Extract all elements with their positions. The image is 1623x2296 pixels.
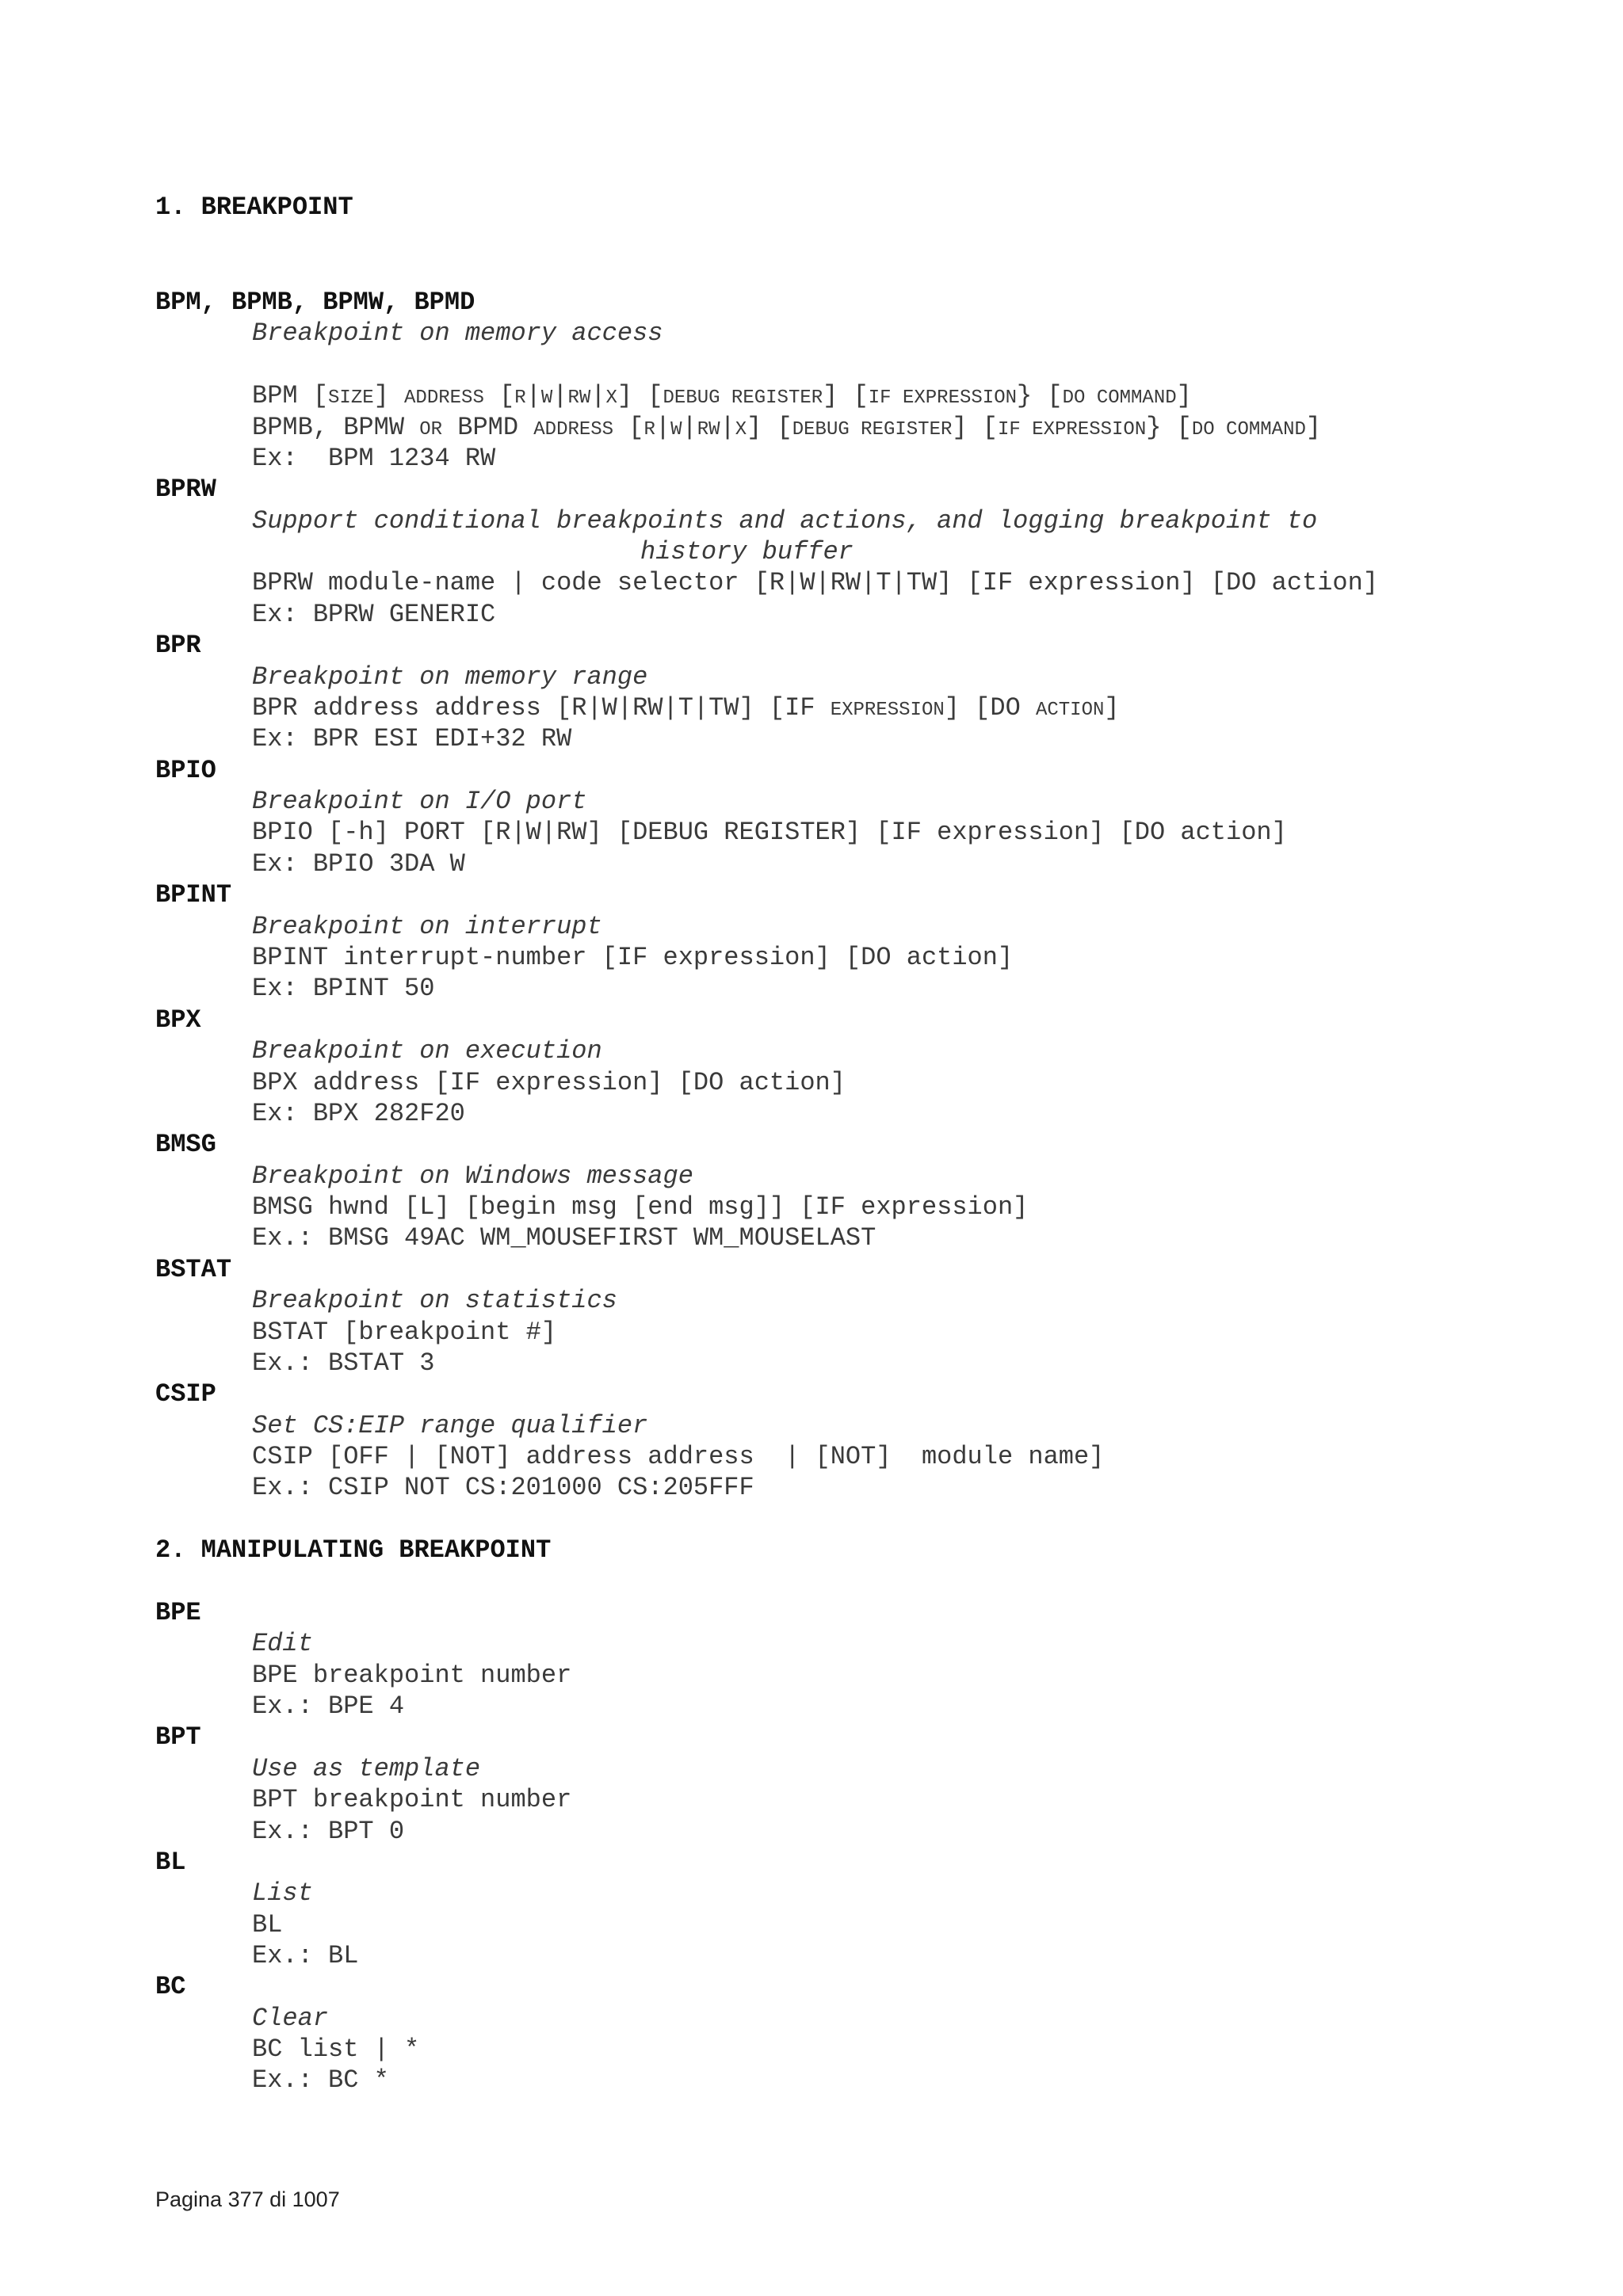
- command-description: Use as template: [252, 1754, 481, 1783]
- command-example: Ex: BPRW GENERIC: [252, 600, 496, 629]
- command-example: Ex.: CSIP NOT CS:201000 CS:205FFF: [252, 1473, 754, 1502]
- command-name-bl: BL: [155, 1848, 186, 1877]
- command-syntax: BPT breakpoint number: [252, 1785, 572, 1814]
- command-name-bprw: BPRW: [155, 475, 216, 504]
- command-syntax: BPX address [IF expression] [DO action]: [252, 1068, 846, 1097]
- command-example: Ex: BPX 282F20: [252, 1099, 465, 1128]
- command-example: Ex.: BSTAT 3: [252, 1348, 435, 1378]
- command-name-bpt: BPT: [155, 1722, 201, 1752]
- command-description: Edit: [252, 1629, 313, 1658]
- section-heading-manipulating-breakpoint: 2. MANIPULATING BREAKPOINT: [155, 1535, 552, 1565]
- command-syntax: BPIO [-h] PORT [R|W|RW] [DEBUG REGISTER] [IF expression] [DO action]: [252, 818, 1287, 847]
- command-description-continued: history buffer: [640, 537, 854, 566]
- command-description: Breakpoint on statistics: [252, 1286, 617, 1315]
- command-syntax: BPM [SIZE] ADDRESS [R|W|RW|X] [DEBUG REGISTER] [IF EXPRESSION} [DO COMMAND]: [252, 381, 1192, 410]
- command-syntax: BPMB, BPMW OR BPMD ADDRESS [R|W|RW|X] [DEBUG REGISTER] [IF EXPRESSION} [DO COMMAND]: [252, 413, 1322, 442]
- page-number-footer: Pagina 377 di 1007: [155, 2187, 340, 2211]
- command-description: List: [252, 1878, 313, 1908]
- command-description: Breakpoint on memory access: [252, 318, 663, 348]
- command-syntax: BL: [252, 1910, 283, 1939]
- command-description: Breakpoint on execution: [252, 1036, 602, 1066]
- command-name-bpint: BPINT: [155, 880, 232, 910]
- command-name-csip: CSIP: [155, 1379, 216, 1409]
- command-description: Set CS:EIP range qualifier: [252, 1411, 648, 1440]
- command-description: Breakpoint on interrupt: [252, 912, 602, 941]
- command-description: Breakpoint on memory range: [252, 662, 648, 692]
- command-syntax: BPRW module-name | code selector [R|W|RW|T|TW] [IF expression] [DO action]: [252, 568, 1379, 597]
- command-example: Ex.: BC *: [252, 2065, 389, 2095]
- command-syntax: BPE breakpoint number: [252, 1661, 572, 1690]
- command-name-bmsg: BMSG: [155, 1130, 216, 1159]
- command-syntax: BPR address address [R|W|RW|T|TW] [IF EXPRESSION] [DO ACTION]: [252, 693, 1120, 723]
- command-syntax: BMSG hwnd [L] [begin msg [end msg]] [IF expression]: [252, 1192, 1029, 1222]
- command-syntax: BSTAT [breakpoint #]: [252, 1318, 557, 1347]
- command-example: Ex.: BPE 4: [252, 1691, 405, 1721]
- command-name-bc: BC: [155, 1972, 186, 2001]
- command-name-bpe: BPE: [155, 1598, 201, 1627]
- command-example: Ex: BPINT 50: [252, 974, 435, 1003]
- command-example: Ex: BPR ESI EDI+32 RW: [252, 724, 572, 753]
- command-example: Ex.: BL: [252, 1941, 359, 1970]
- section-heading-breakpoint: 1. BREAKPOINT: [155, 193, 353, 222]
- command-syntax: BC list | *: [252, 2035, 420, 2064]
- command-name-bpx: BPX: [155, 1005, 201, 1035]
- command-example: Ex: BPIO 3DA W: [252, 849, 465, 879]
- command-name-bpm: BPM, BPMB, BPMW, BPMD: [155, 288, 475, 317]
- command-description: Clear: [252, 2004, 329, 2033]
- command-example: Ex: BPM 1234 RW: [252, 444, 496, 473]
- command-syntax: CSIP [OFF | [NOT] address address | [NOT] module name]: [252, 1442, 1105, 1471]
- command-example: Ex.: BMSG 49AC WM_MOUSEFIRST WM_MOUSELAST: [252, 1223, 876, 1253]
- command-description: Support conditional breakpoints and actions, and logging breakpoint to: [252, 506, 1318, 536]
- command-example: Ex.: BPT 0: [252, 1817, 405, 1846]
- command-description: Breakpoint on Windows message: [252, 1161, 693, 1191]
- command-name-bstat: BSTAT: [155, 1255, 232, 1284]
- command-name-bpio: BPIO: [155, 756, 216, 785]
- command-syntax: BPINT interrupt-number [IF expression] [DO action]: [252, 943, 1014, 972]
- command-name-bpr: BPR: [155, 631, 201, 660]
- command-description: Breakpoint on I/O port: [252, 787, 587, 816]
